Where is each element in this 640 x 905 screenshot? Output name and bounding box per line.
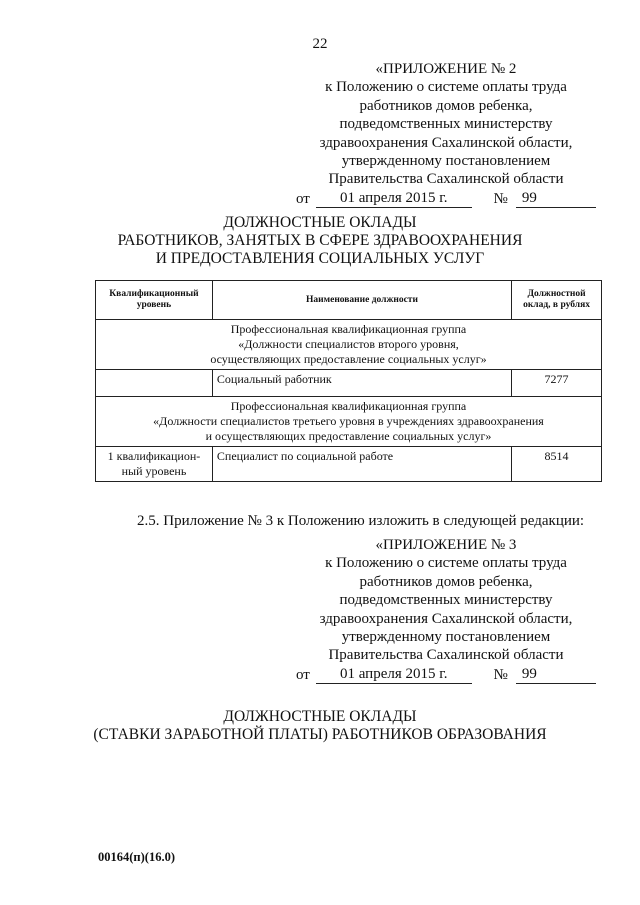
table-row <box>96 370 602 397</box>
salary-table <box>95 280 602 482</box>
appendix-3-line: Правительства Сахалинской области <box>328 647 564 664</box>
number-label: № <box>493 666 508 683</box>
heading-line: ДОЛЖНОСТНЫЕ ОКЛАДЫ <box>223 708 417 725</box>
resolution-date: 01 апреля 2015 г. <box>316 665 472 684</box>
appendix-2-reference <box>296 189 596 208</box>
header-salary <box>512 281 602 320</box>
level-text: ный уровень <box>121 464 187 478</box>
from-label: от <box>296 666 310 683</box>
header-position-name: Наименование должности <box>212 281 511 320</box>
appendix-2-line: утвержденному постановлением <box>341 153 551 170</box>
header-text: Должностной <box>527 289 586 299</box>
group-title <box>96 320 602 370</box>
appendix-2-title: «ПРИЛОЖЕНИЕ № 2 <box>375 61 517 77</box>
appendix-3-line: подведомственных министерству <box>339 592 553 609</box>
qualification-level-cell <box>96 370 213 397</box>
resolution-date: 01 апреля 2015 г. <box>316 189 472 208</box>
number-label: № <box>493 190 508 207</box>
appendix-3-line: работников домов ребенка, <box>359 573 533 590</box>
header-text: Квалификационный <box>109 289 199 299</box>
appendix-3-line: к Положению о системе оплаты труда <box>325 555 567 572</box>
resolution-number: 99 <box>516 665 596 684</box>
from-label: от <box>296 190 310 207</box>
paragraph-2-5: 2.5. Приложение № 3 к Положению изложить в следующей редакции: <box>137 513 585 529</box>
group-line: и осуществляющих предоставление социальных услуг» <box>205 429 492 443</box>
document-code: 00164(п)(16.0) <box>98 850 175 864</box>
appendix-2-line: к Положению о системе оплаты труда <box>325 79 567 96</box>
table-row <box>96 447 602 482</box>
resolution-number: 99 <box>516 189 596 208</box>
appendix-2-line: работников домов ребенка, <box>359 97 533 114</box>
heading-line: (СТАВКИ ЗАРАБОТНОЙ ПЛАТЫ) РАБОТНИКОВ ОБРАЗОВАНИЯ <box>93 726 547 743</box>
heading-line: И ПРЕДОСТАВЛЕНИЯ СОЦИАЛЬНЫХ УСЛУГ <box>155 250 485 267</box>
heading-salaries-education <box>0 708 640 744</box>
salary-cell: 8514 <box>512 447 602 482</box>
header-text: уровень <box>136 300 172 310</box>
group-line: «Должности специалистов второго уровня, <box>238 337 459 351</box>
table-group-row <box>96 320 602 370</box>
table-header-row <box>96 281 602 320</box>
heading-line: РАБОТНИКОВ, ЗАНЯТЫХ В СФЕРЕ ЗДРАВООХРАНЕНИЯ <box>117 232 523 249</box>
appendix-2-line: Правительства Сахалинской области <box>328 171 564 188</box>
heading-line: ДОЛЖНОСТНЫЕ ОКЛАДЫ <box>223 214 417 231</box>
appendix-3-line: утвержденному постановлением <box>341 629 551 646</box>
heading-salaries-healthcare <box>0 214 640 268</box>
qualification-level-cell <box>96 447 213 482</box>
appendix-2-block <box>296 60 596 208</box>
appendix-2-line: подведомственных министерству <box>339 116 553 133</box>
page-number: 22 <box>312 36 328 52</box>
salary-cell: 7277 <box>512 370 602 397</box>
header-text: оклад, в рублях <box>523 300 590 310</box>
group-line: Профессиональная квалификационная группа <box>230 322 467 336</box>
appendix-3-line: здравоохранения Сахалинской области, <box>319 610 573 627</box>
appendix-3-block <box>296 536 596 684</box>
appendix-2-line: здравоохранения Сахалинской области, <box>319 134 573 151</box>
table-group-row <box>96 397 602 447</box>
appendix-3-title: «ПРИЛОЖЕНИЕ № 3 <box>375 537 517 553</box>
group-line: Профессиональная квалификационная группа <box>230 399 467 413</box>
position-name-cell: Специалист по социальной работе <box>212 447 511 482</box>
appendix-3-reference <box>296 665 596 684</box>
position-name-cell: Социальный работник <box>212 370 511 397</box>
header-qualification-level <box>96 281 213 320</box>
group-line: «Должности специалистов третьего уровня в учреждениях здравоохранения <box>153 414 544 428</box>
group-line: осуществляющих предоставление социальных услуг» <box>210 352 487 366</box>
level-text: 1 квалификацион- <box>107 449 201 463</box>
group-title <box>96 397 602 447</box>
